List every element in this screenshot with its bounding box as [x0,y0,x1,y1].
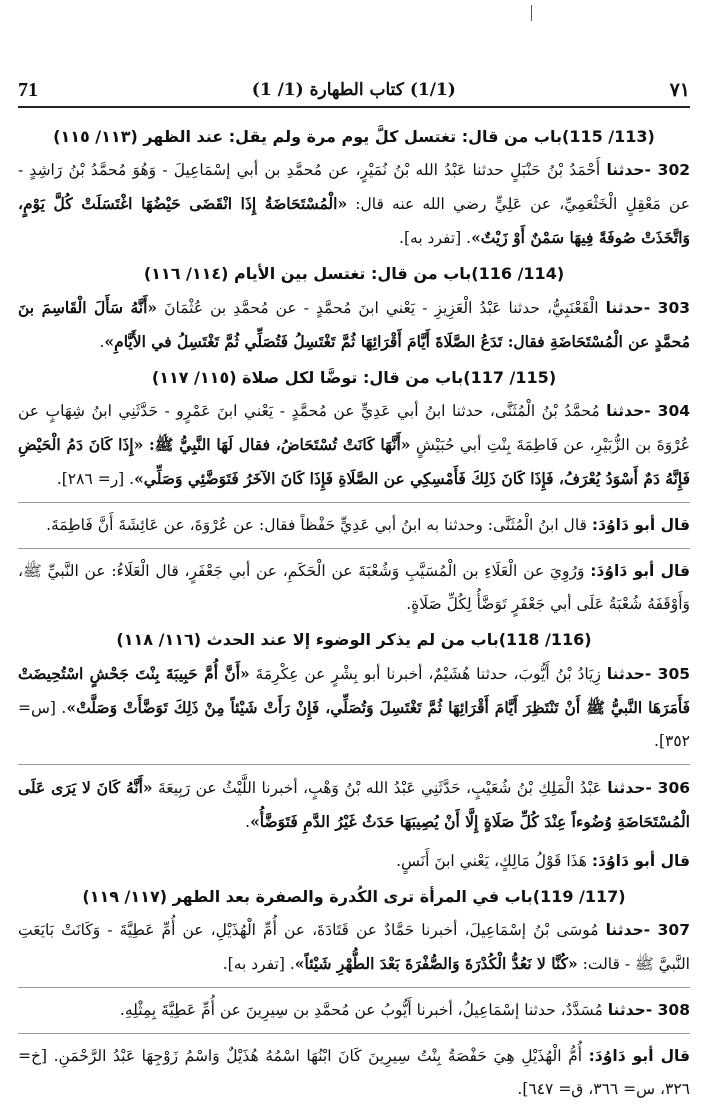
hadith-entry [18,154,690,255]
hadith-text: «أَنَّهُ كَانَ لا يَرَى عَلَى الْمُسْتَحَاضَةِ وُضُوءاً عِنْدَ كُلِّ صَلَاةٍ إِلَّا أَنْ يُصِيبَهَا حَدَثٌ غَيْرُ الدَّمِ فَتَوَضَّأُ» [18,778,690,831]
divider [18,1033,690,1034]
hadith-chain: أَحْمَدُ بْنُ حَنْبَلٍ حدثنا عَبْدُ الله بْنُ نُمَيْرٍ، عن مُحمَّدِ بن أبي إسْمَاعِيلَ - وَهُوَ مُحمَّدُ بْنُ رَاشِدٍ - عن مَعْقِلٍ الْخَثْعَمِيِّ، عن عَلِيٍّ رضي الله عنه قال: [18,161,690,213]
hadith-reference: . [99,333,105,351]
hadith-number: 307 -حدثنا [605,921,690,939]
note-label: قال أبو دَاوُدَ: [590,562,691,580]
divider [18,502,690,503]
hadith-chain: مُسَدَّدٌ، حدثنا إسْمَاعِيلُ، أخبرنا أَيُّوبُ عن مُحمَّدِ بن سِيرِينَ عن أُمِّ عَطِيَّةَ بِمِثْلِهِ. [119,1001,608,1019]
page-number-arabic: ٧١ [669,79,690,101]
hadith-entry [18,657,690,758]
hadith-chain: مُوسَى بْنُ إسْمَاعِيلَ، أخبرنا حَمَّادٌ عن قَتَادَةَ، عن أُمِّ الْهُذَيْلِ، عن أُمِّ عَطِيَّةَ - وَكَانَتْ بَايَعَتِ النَّبيَّ ﷺ - قالت: [18,921,690,973]
hadith-reference: . [س= ٣٥٢]. [18,699,690,750]
hadith-chain: الْقَعْنَبِيُّ، حدثنا عَبْدُ الْعَزِيزِ - يَعْني ابنَ مُحمَّدٍ - عن مُحمَّدِ بن عُثْمَانَ [157,299,606,317]
chapter-heading: (116/ 118)باب من لم يذكر الوضوء إلا عند الحدث (١١٦/ ١١٨) [116,630,592,649]
chapter-heading: (115/ 117)باب من قال: توضَّا لكل صلاة (١١٥/ ١١٧) [151,368,557,387]
hadith-reference: . [245,813,251,831]
hadith-text: «أَنَّهَا كَانَتْ تُسْتَحَاضُ، فقال لَهَا النَّبِيُّ ﷺ: «إِذَا كَانَ دَمُ الْحَيْضِ فَإِنَّهُ دَمٌ أَسْوَدُ يُعْرَفُ، فَإِذَا كَانَ ذَلِكَ فَأَمْسِكِي عن الصَّلَاةِ فَإِذَا كَانَ الآخَرُ فَتَوَضَّئِي وَصَلِّي» [18,435,690,488]
page-number-latin: 71 [18,78,38,101]
divider [18,987,690,988]
chapter-heading: (114/ 116)باب من قال: تغتسل بين الأيام (١١٤/ ١١٦) [143,264,565,283]
hadith-chain: مُحمَّدُ بْنُ الْمُثَنَّى، حدثنا ابنُ أبي عَدِيٍّ عن مُحمَّدٍ - يَعْني ابنَ عَمْرٍو - حَدَّثَنِي ابنُ شِهَابٍ عن عُرْوَةَ بن الزُّبَيْرِ، عن فَاطِمَةَ بِنْتِ أبي حُبَيْشٍ [18,402,690,454]
hadith-text: «كُنَّا لا نَعُدُّ الْكُدْرَةَ وَالصُّفْرَةَ بَعْدَ الطُّهْرِ شَيْئاً» [294,954,578,973]
hadith-entry [18,994,690,1027]
hadith-number: 308 -حدثنا [607,1001,690,1019]
hadith-number: 302 -حدثنا [606,161,691,179]
running-title: (1/1) كتاب الطهارة (1/ 1) [251,80,456,100]
hadith-entry [18,771,690,839]
note-label: قال أبو دَاوُدَ: [588,1047,690,1065]
hadith-number: 303 -حدثنا [605,299,691,317]
hadith-number: 304 -حدثنا [606,402,691,420]
hadith-reference: . [تفرد به]. [399,229,472,247]
hadith-chain: عَبْدُ الْمَلِكِ بْنُ شُعَيْبٍ، حَدَّثَنِي عَبْدُ الله بْنُ وَهْبٍ، أخبرنا اللَّيْثُ عن رَبِيعَةَ [152,779,608,797]
hadith-reference: . [تفرد به]. [222,955,295,973]
page-content [18,122,691,1098]
note-text: قال ابنُ الْمُثَنَّى: وحدثنا به ابنُ أبي عَدِيٍّ حَفْظاً فقال: عن عُرْوَةَ، عن عَائِشَةَ أَنَّ فَاطِمَةَ. [46,516,592,534]
chapter-heading: (117/ 119)باب في المرأة ترى الكُدرة والصفرة بعد الطهر (١١٧/ ١١٩) [82,887,626,906]
hadith-number: 306 -حدثنا [607,779,691,797]
hadith-number: 305 -حدثنا [606,665,691,683]
hadith-text: «الْمُسْتَحَاضَةُ إِذَا انْقَضَى حَيْضُهَا اغْتَسَلَتْ كُلَّ يَوْمٍ، وَاتَّخَذَتْ صُوفَةً فِيهَا سَمْنٌ أَوْ زَيْتٌ» [18,194,690,247]
author-note [18,509,690,542]
hadith-text: «أَنَّهُ سَأَلَ الْقَاسِمَ بنَ مُحمَّدٍ عن الْمُسْتَحَاضَةِ فقال: تَدَعُ الصَّلَاةَ أَيَّامَ أَقْرَائِهَا ثُمَّ تَغْتَسِلُ فَتُصَلِّي ثُمَّ تَغْتَسِلُ في الأَيَّامِ» [18,298,690,351]
author-note [18,845,690,878]
author-note [18,555,690,621]
hadith-text: «أَنَّ أُمَّ حَبِيبَةَ بِنْتَ جَحْشٍ اسْتُحِيضَتْ فَأَمَرَهَا النَّبيُّ ﷺ أَنْ تَنْتَظِرَ أَيَّامَ أَقْرَائِهَا ثُمَّ تَغْتَسِلَ وَتُصَلِّي، فَإِنْ رَأَتْ شَيْئاً مِنْ ذَلِكَ تَوَضَّأَتْ وَصَلَّتْ» [18,664,691,717]
page-header [18,74,690,108]
hadith-entry [18,291,690,359]
hadith-reference: . [ر= ٢٨٦]. [56,470,135,488]
chapter-heading: (113/ 115)باب من قال: تغتسل كلَّ يوم مرة ولم يقل: عند الظهر (١١٣/ ١١٥) [53,127,655,146]
note-label: قال أبو دَاوُدَ: [591,516,690,534]
divider [18,548,690,549]
note-text: هَذَا قَوْلُ مَالِكٍ، يَعْني ابنَ أَنَسٍ. [396,852,592,870]
hadith-entry [18,914,690,981]
book-page [18,14,691,1098]
hadith-entry [18,395,690,496]
note-text: أُمُّ الْهُذَيْلِ هِيَ حَفْصَةُ بِنْتُ سِيرِينَ كَانَ ابْنُهَا اسْمُهُ هُذَيْلٌ وَاسْمُ زَوْجِهَا عَبْدُ الرَّحْمَنِ. [خ= ٣٢٦، س= ٣٦٦، ق= ٦٤٧]. [18,1047,690,1098]
divider [18,764,690,765]
note-text: وَرُوِيَ عن الْعَلَاءِ بن الْمُسَيَّبِ وَشُعْبَةَ عن الْحَكَمِ، عن أبي جَعْفَرٍ، قال الْعَلَاءُ: عن النَّبيِّ ﷺ، وَأَوْقَفَهُ شُعْبَةُ عَلَى أبي جَعْفَرٍ تَوَضَّأُ لِكُلِّ صَلَاةٍ. [18,562,690,613]
hadith-chain: زِيَادُ بْنُ أَيُّوبَ، حدثنا هُشَيْمٌ، أخبرنا أبو بِشْرٍ عن عِكْرِمَةَ [249,665,607,683]
author-note [18,1040,690,1106]
note-label: قال أبو دَاوُدَ: [591,852,690,870]
